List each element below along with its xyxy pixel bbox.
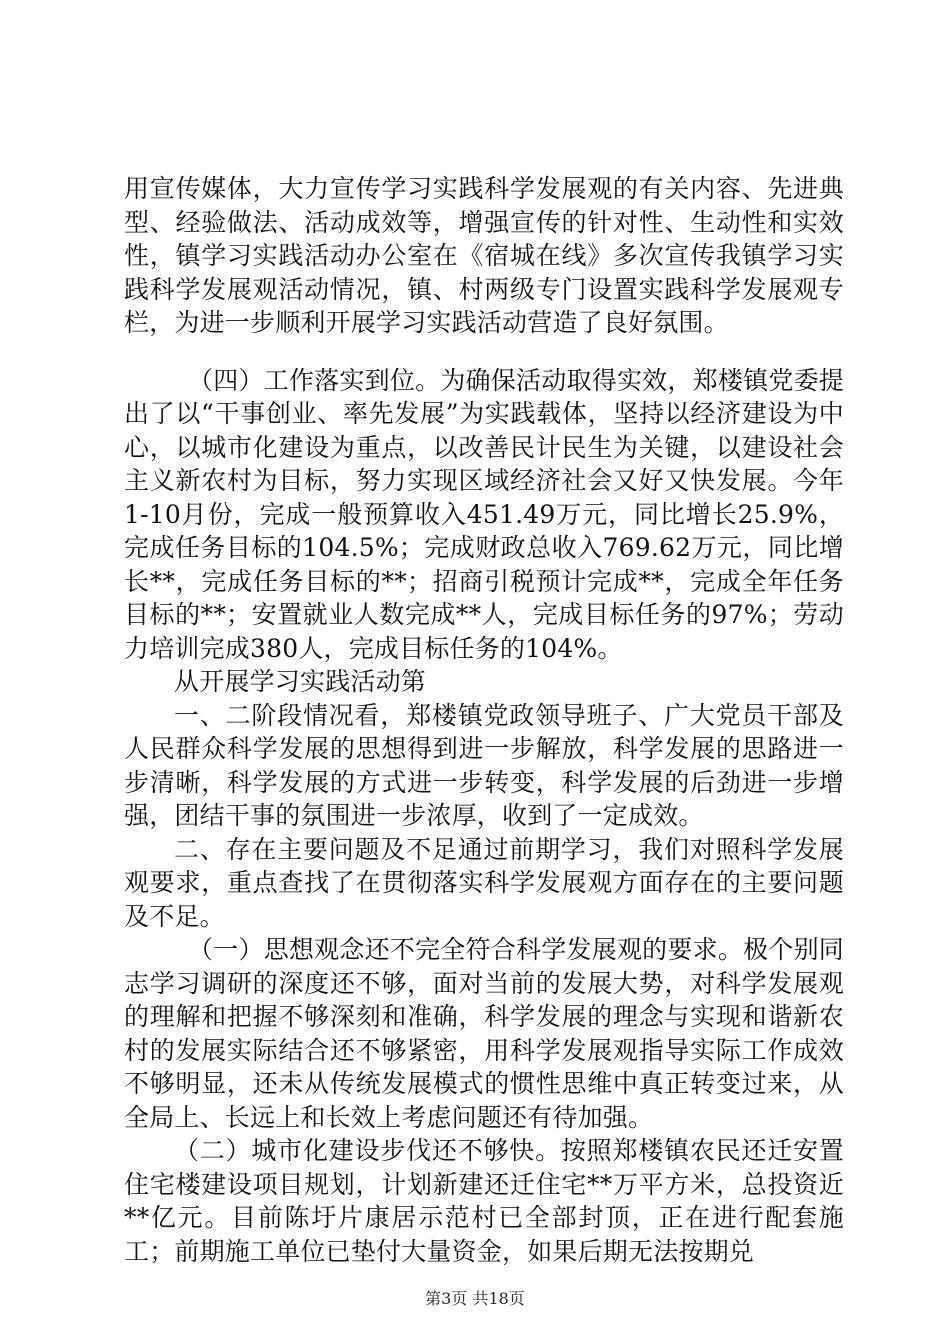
paragraph-problem-1: （一）思想观念还不完全符合科学发展观的要求。极个别同志学习调研的深度还不够，面对当前的发展大势，对科学发展观的理解和把握不够深刻和准确，科学发展的理念与实现和谐新农村的发展实际结合还不够紧密，用科学发展观指导实际工作成效不够明显，还未从传统发展模式的惯性思维中真正转变过来，从全局上、长远上和长效上考虑问题还有待加强。 (124, 935, 844, 1132)
paragraph-problems-heading: 二、存在主要问题及不足通过前期学习，我们对照科学发展观要求，重点查找了在贯彻落实科学发展观方面存在的主要问题及不足。 (124, 834, 844, 931)
document-body (124, 172, 844, 1268)
page-number-footer: 第3页 共18页 (425, 1289, 525, 1308)
paragraph-problem-2: （二）城市化建设步伐还不够快。按照郑楼镇农民还迁安置住宅楼建设项目规划，计划新建还迁住宅**万平方米，总投资近**亿元。目前陈圩片康居示范村已全部封顶，正在进行配套施工；前期施工单位已垫付大量资金，如果后期无法按期兑 (124, 1136, 844, 1266)
paragraph-stage-results: 一、二阶段情况看，郑楼镇党政领导班子、广大党员干部及人民群众科学发展的思想得到进一步解放，科学发展的思路进一步清晰，科学发展的方式进一步转变，科学发展的后劲进一步增强，团结干事的氛围进一步浓厚，收到了一定成效。 (124, 700, 844, 830)
paragraph-publicity: 用宣传媒体，大力宣传学习实践科学发展观的有关内容、先进典型、经验做法、活动成效等，增强宣传的针对性、生动性和实效性，镇学习实践活动办公室在《宿城在线》多次宣传我镇学习实践科学发展观活动情况，镇、村两级专门设置实践科学发展观专栏，为进一步顺利开展学习实践活动营造了良好氛围。 (124, 174, 844, 337)
paragraph-section-4: （四）工作落实到位。为确保活动取得实效，郑楼镇党委提出了以“干事创业、率先发展”为实践载体，坚持以经济建设为中心，以城市化建设为重点，以改善民计民生为关键，以建设社会主义新农村为目标，努力实现区域经济社会又好又快发展。今年1-10月份，完成一般预算收入451.49万元，同比增长25.9%，完成任务目标的104.5%；完成财政总收入769.62万元，同比增长**，完成任务目标的**；招商引税预计完成**，完成全年任务目标的**；安置就业人数完成**人，完成目标任务的97%；劳动力培训完成380人，完成目标任务的104%。 (124, 365, 844, 663)
paragraph-stage-intro: 从开展学习实践活动第 (174, 667, 427, 696)
